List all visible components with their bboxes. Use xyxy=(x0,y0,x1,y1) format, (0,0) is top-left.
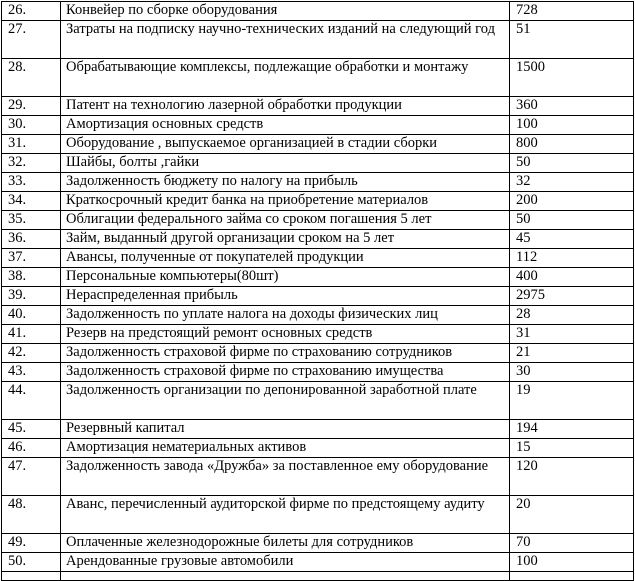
row-description: Задолженность бюджету по налогу на прибыль xyxy=(61,173,510,192)
table-row xyxy=(2,211,634,230)
row-value: 31 xyxy=(510,325,634,344)
data-table xyxy=(1,1,634,581)
row-number: 43. xyxy=(2,363,61,382)
table-row xyxy=(2,154,634,173)
row-description: Оборудование , выпускаемое организацией в стадии сборки xyxy=(61,135,510,154)
row-description: Амортизация нематериальных активов xyxy=(61,439,510,458)
row-description: Обрабатывающие комплексы, подлежащие обработки и монтажу xyxy=(61,59,510,97)
table-row xyxy=(2,97,634,116)
table-row xyxy=(2,439,634,458)
row-value: 200 xyxy=(510,192,634,211)
row-description: Аванс, перечисленный аудиторской фирме по предстоящему аудиту xyxy=(61,496,510,534)
row-value: 50 xyxy=(510,211,634,230)
row-description: Краткосрочный кредит банка на приобретение материалов xyxy=(61,192,510,211)
row-number: 50. xyxy=(2,553,61,572)
row-value: 800 xyxy=(510,135,634,154)
row-value: 30 xyxy=(510,363,634,382)
row-description: Нераспределенная прибыль xyxy=(61,287,510,306)
row-value: 100 xyxy=(510,116,634,135)
table-row xyxy=(2,306,634,325)
row-value: 21 xyxy=(510,344,634,363)
table-row xyxy=(2,458,634,496)
row-value: 32 xyxy=(510,173,634,192)
row-value: 728 xyxy=(510,2,634,21)
row-number: 28. xyxy=(2,59,61,97)
row-value: 51 xyxy=(510,21,634,59)
row-value: 50 xyxy=(510,154,634,173)
row-number: 49. xyxy=(2,534,61,553)
row-value: 1500 xyxy=(510,59,634,97)
row-number: 40. xyxy=(2,306,61,325)
table-row xyxy=(2,363,634,382)
row-number: 47. xyxy=(2,458,61,496)
row-value: 20 xyxy=(510,496,634,534)
row-number: 42. xyxy=(2,344,61,363)
table-row xyxy=(2,382,634,420)
row-number: 36. xyxy=(2,230,61,249)
table-row xyxy=(2,553,634,572)
table-row xyxy=(2,2,634,21)
row-number: 30. xyxy=(2,116,61,135)
table-row xyxy=(2,135,634,154)
row-number: 37. xyxy=(2,249,61,268)
row-description: Облигации федерального займа со сроком погашения 5 лет xyxy=(61,211,510,230)
table-row xyxy=(2,268,634,287)
empty-cell xyxy=(510,572,634,581)
row-value: 112 xyxy=(510,249,634,268)
row-description: Персональные компьютеры(80шт) xyxy=(61,268,510,287)
row-number: 38. xyxy=(2,268,61,287)
row-number: 33. xyxy=(2,173,61,192)
row-number: 31. xyxy=(2,135,61,154)
row-description: Патент на технологию лазерной обработки продукции xyxy=(61,97,510,116)
row-value: 100 xyxy=(510,553,634,572)
row-number: 26. xyxy=(2,2,61,21)
row-number: 27. xyxy=(2,21,61,59)
table-row xyxy=(2,230,634,249)
row-number: 44. xyxy=(2,382,61,420)
row-number: 46. xyxy=(2,439,61,458)
row-value: 15 xyxy=(510,439,634,458)
row-description: Задолженность по уплате налога на доходы физических лиц xyxy=(61,306,510,325)
row-description: Оплаченные железнодорожные билеты для сотрудников xyxy=(61,534,510,553)
table-row xyxy=(2,21,634,59)
row-number: 29. xyxy=(2,97,61,116)
row-value: 19 xyxy=(510,382,634,420)
table-row xyxy=(2,572,634,581)
table-row xyxy=(2,325,634,344)
row-number: 32. xyxy=(2,154,61,173)
row-description: Амортизация основных средств xyxy=(61,116,510,135)
row-number: 41. xyxy=(2,325,61,344)
table-row xyxy=(2,192,634,211)
row-description: Займ, выданный другой организации сроком на 5 лет xyxy=(61,230,510,249)
row-value: 70 xyxy=(510,534,634,553)
row-number: 48. xyxy=(2,496,61,534)
row-value: 194 xyxy=(510,420,634,439)
row-description: Резерв на предстоящий ремонт основных средств xyxy=(61,325,510,344)
row-description: Задолженность завода «Дружба» за поставленное ему оборудование xyxy=(61,458,510,496)
table-row xyxy=(2,249,634,268)
row-value: 2975 xyxy=(510,287,634,306)
row-description: Затраты на подписку научно-технических изданий на следующий год xyxy=(61,21,510,59)
row-description: Авансы, полученные от покупателей продукции xyxy=(61,249,510,268)
row-number: 34. xyxy=(2,192,61,211)
row-description: Арендованные грузовые автомобили xyxy=(61,553,510,572)
table-row xyxy=(2,116,634,135)
row-number: 45. xyxy=(2,420,61,439)
empty-cell xyxy=(2,572,61,581)
row-number: 35. xyxy=(2,211,61,230)
table-row xyxy=(2,59,634,97)
row-description: Резервный капитал xyxy=(61,420,510,439)
table-row xyxy=(2,344,634,363)
row-description: Задолженность страховой фирме по страхованию имущества xyxy=(61,363,510,382)
table-row xyxy=(2,173,634,192)
row-value: 360 xyxy=(510,97,634,116)
table-row xyxy=(2,287,634,306)
table-row xyxy=(2,420,634,439)
row-value: 120 xyxy=(510,458,634,496)
row-description: Конвейер по сборке оборудования xyxy=(61,2,510,21)
row-value: 400 xyxy=(510,268,634,287)
row-value: 45 xyxy=(510,230,634,249)
row-description: Задолженность страховой фирме по страхованию сотрудников xyxy=(61,344,510,363)
table-row xyxy=(2,534,634,553)
row-description: Шайбы, болты ,гайки xyxy=(61,154,510,173)
row-value: 28 xyxy=(510,306,634,325)
empty-cell xyxy=(61,572,510,581)
row-description: Задолженность организации по депонированной заработной плате xyxy=(61,382,510,420)
table-body xyxy=(2,2,634,581)
row-number: 39. xyxy=(2,287,61,306)
table-row xyxy=(2,496,634,534)
